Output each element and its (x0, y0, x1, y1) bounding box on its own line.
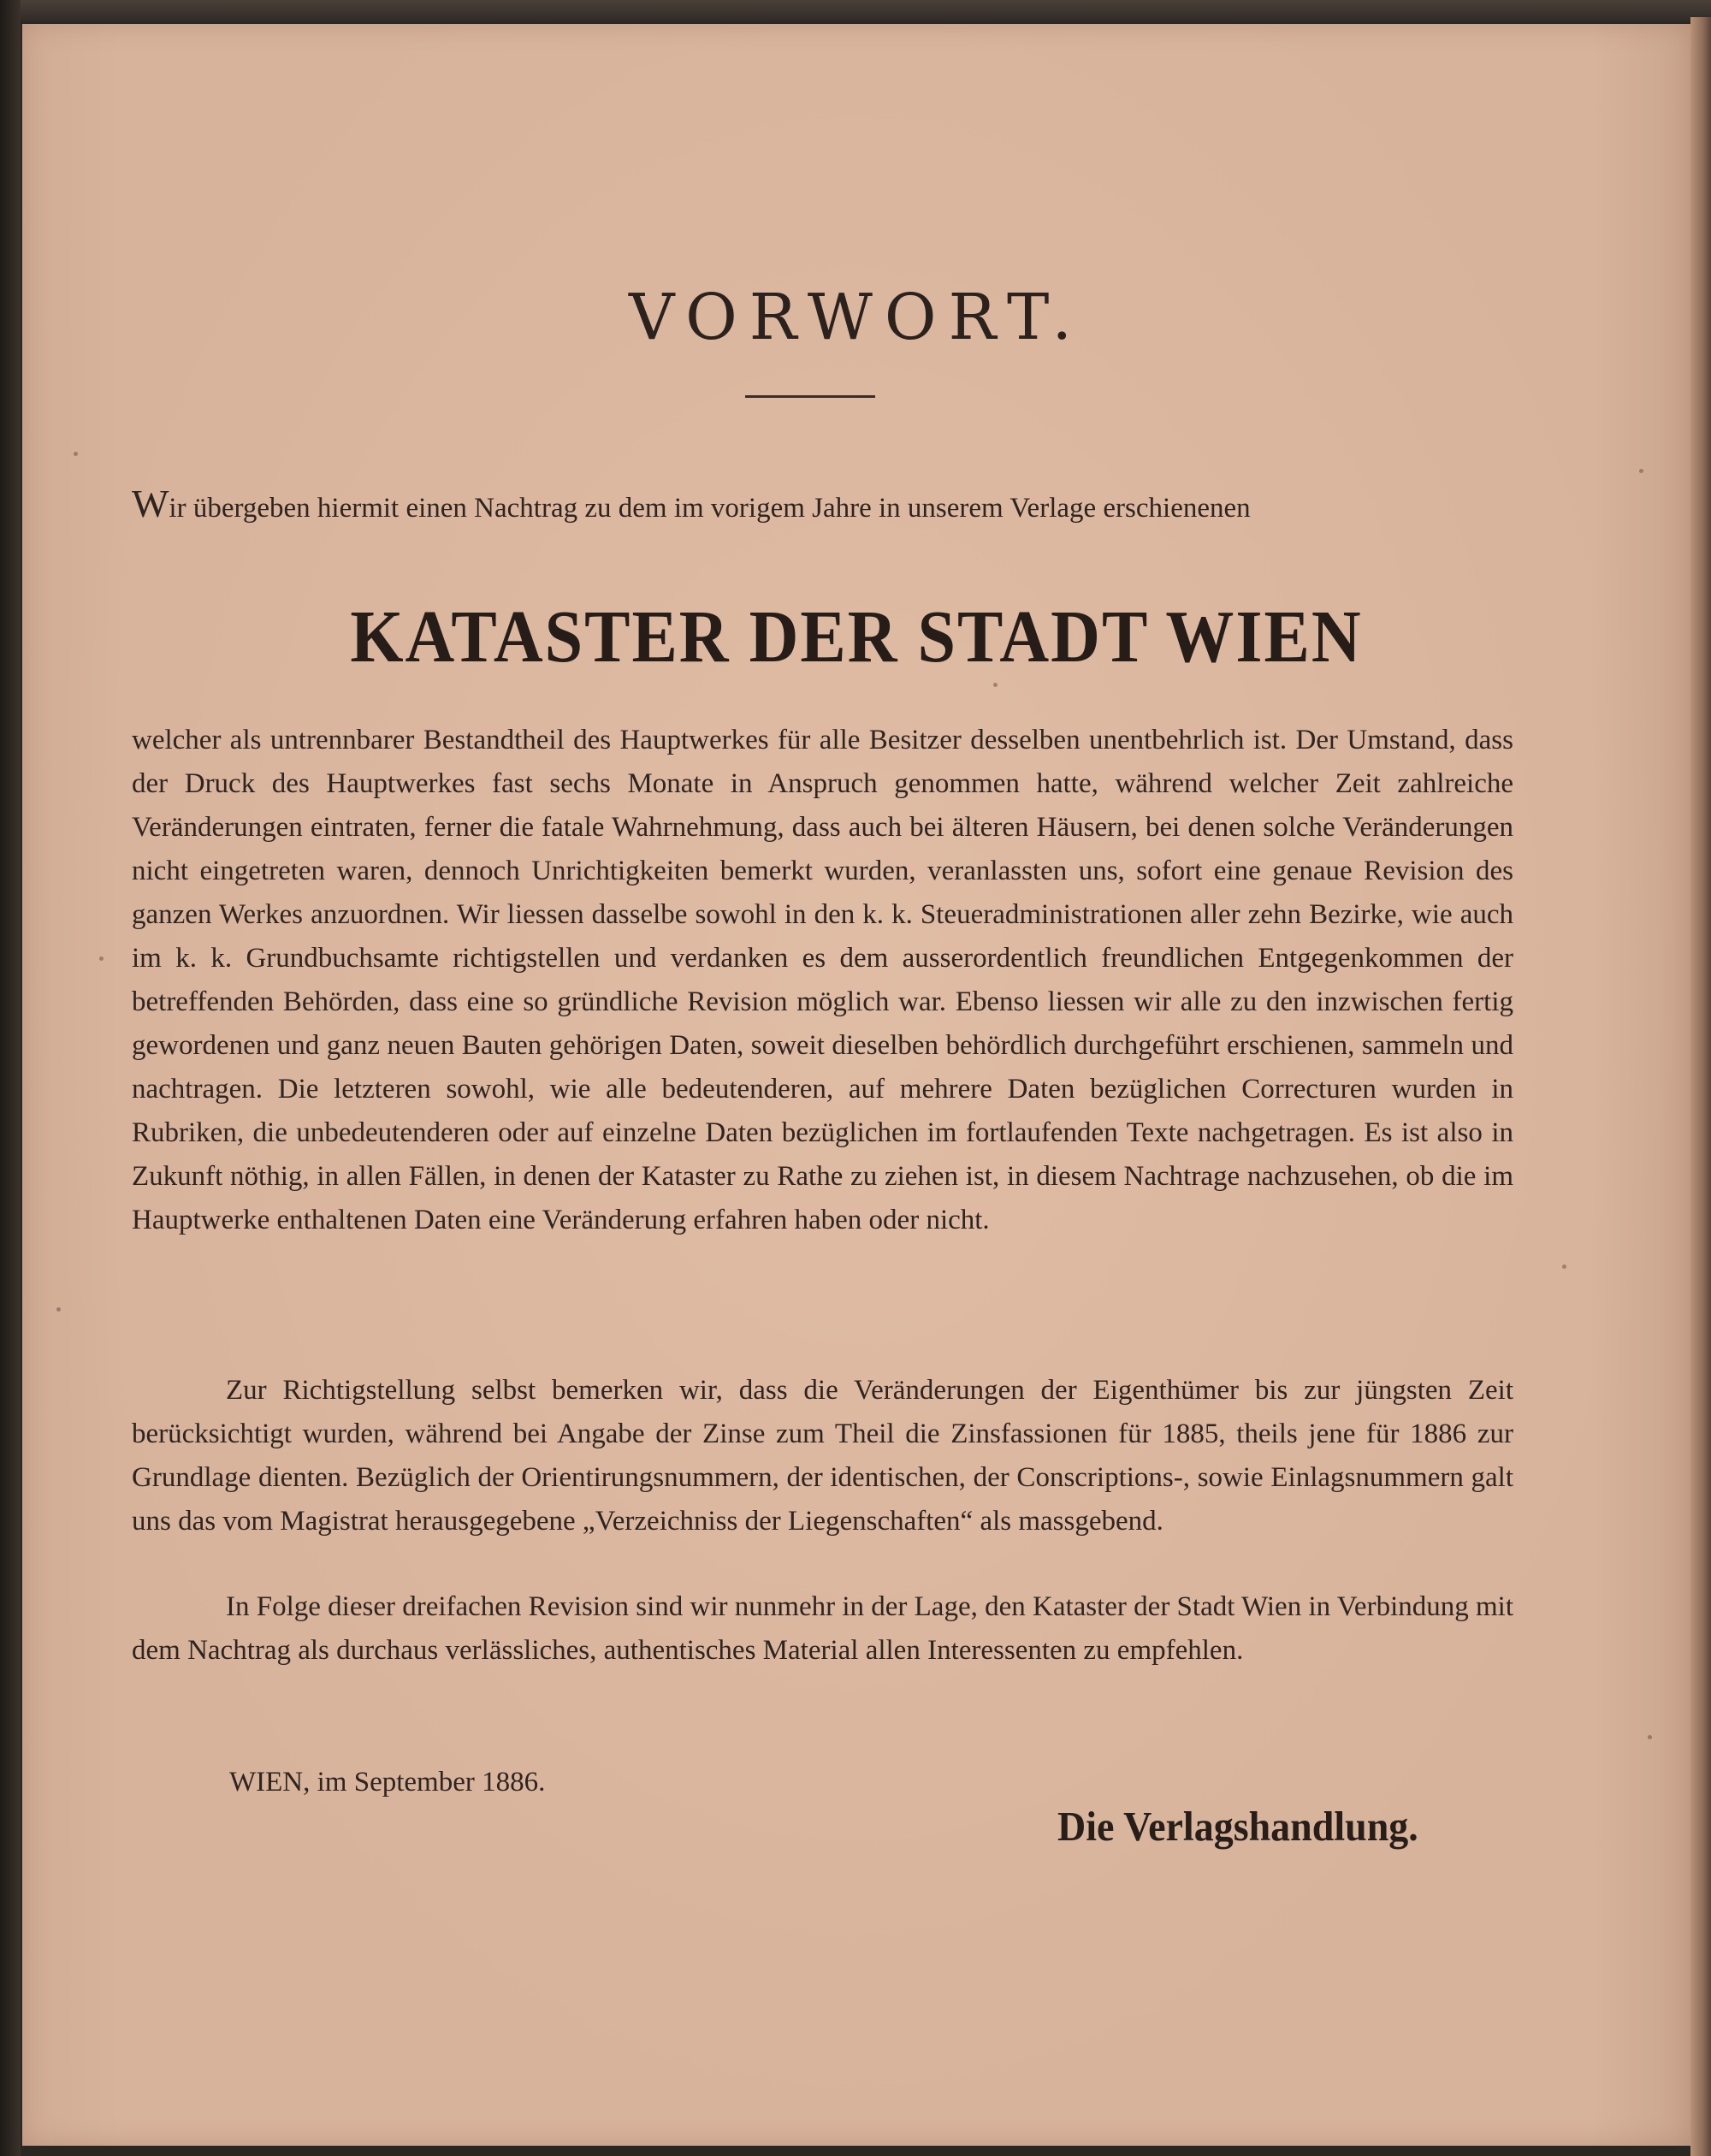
body-paragraph-1: welcher als untrennbarer Bestandtheil des Hauptwerkes für alle Besitzer desselben unentbehrlich ist. Der Umstand, dass der Druck des Hauptwerkes fast sechs Monate in Anspruch genommen hatte, während welcher Zeit zahlreiche Veränderungen eintraten, ferner die fatale Wahrnehmung, dass auch bei älteren Häusern, bei denen solche Veränderungen nicht eingetreten waren, dennoch Unrichtigkeiten bemerkt wurden, veranlassten uns, sofort eine genaue Revision des ganzen Werkes anzuordnen. Wir liessen dasselbe sowohl in den k. k. Steueradministrationen aller zehn Bezirke, wie auch im k. k. Grundbuchsamte richtigstellen und verdanken es dem ausserordentlich freundlichen Entgegenkommen der betreffenden Behörden, dass eine so gründliche Revision möglich war. Ebenso liessen wir alle zu den inzwischen fertig gewordenen und ganz neuen Bauten gehörigen Daten, soweit dieselben behördlich durchgeführt erschienen, sammeln und nachtragen. Die letzteren sowohl, wie alle bedeutenderen, auf mehrere Daten bezüglichen Correcturen wurden in Rubriken, die unbedeutenderen oder auf einzelne Daten bezüglichen im fortlaufenden Texte nachgetragen. Es ist also in Zukunft nöthig, in allen Fällen, in denen der Kataster zu Rathe zu ziehen ist, in diesem Nachtrage nachzusehen, ob die im Hauptwerke enthaltenen Daten eine Veränderung erfahren haben oder nicht. (132, 725, 1513, 1235)
paper-speck (99, 957, 104, 961)
drop-letter: W (132, 482, 169, 525)
book-title: KATASTER DER STADT WIEN (350, 596, 1363, 678)
publisher-signature: Die Verlagshandlung. (1057, 1803, 1418, 1850)
page-title: VORWORT. (628, 281, 1085, 354)
book-binding-left (0, 0, 21, 2156)
paper-speck (1648, 1735, 1652, 1739)
intro-text: ir übergeben hiermit einen Nachtrag zu dem im vorigem Jahre in unserem Verlage erschienenen (169, 493, 1251, 524)
body-paragraph-3: In Folge dieser dreifachen Revision sind wir nunmehr in der Lage, den Kataster der Stadt Wien in Verbindung mit dem Nachtrag als durchaus verlässliches, authentisches Material allen Interessenten zu empfehlen. (132, 1591, 1513, 1666)
book-binding-top (0, 0, 1711, 22)
intro-paragraph (132, 482, 1513, 530)
paper-page (22, 24, 1690, 2146)
paper-speck (74, 452, 78, 456)
paper-speck (1639, 469, 1643, 473)
body-paragraph-2: Zur Richtigstellung selbst bemerken wir, dass die Veränderungen der Eigenthümer bis zur jüngsten Zeit berücksichtigt wurden, während bei Angabe der Zinse zum Theil die Zinsfassionen für 1885, theils jene für 1886 zur Grundlage dienten. Bezüglich der Orientirungsnummern, der identischen, der Conscriptions-, sowie Einlagsnummern galt uns das vom Magistrat herausgegebene „Verzeichniss der Liegenschaften“ als massgebend. (132, 1375, 1513, 1537)
paper-speck (993, 683, 998, 687)
paper-speck (1562, 1265, 1566, 1269)
paper-speck (56, 1307, 61, 1312)
title-divider (745, 395, 875, 398)
page-edge (1690, 17, 1711, 2156)
dateline: WIEN, im September 1886. (229, 1767, 546, 1798)
